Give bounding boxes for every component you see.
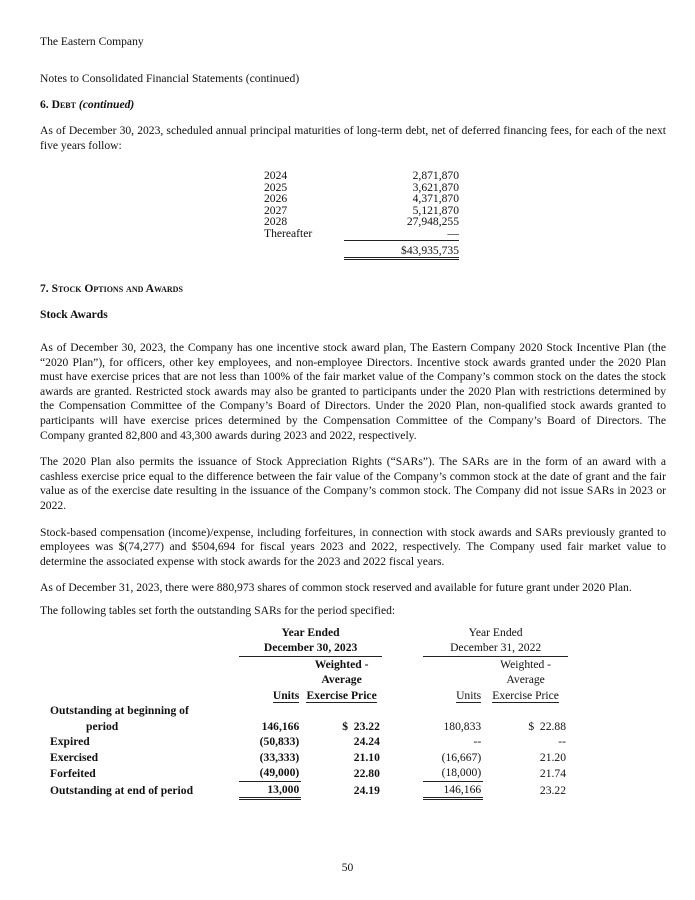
row-label: Expired <box>50 735 90 748</box>
units-2022: (18,000) <box>423 765 483 781</box>
price-header: Weighted - Average Exercise Price <box>492 657 559 702</box>
units-2023: (33,333) <box>259 750 300 764</box>
units-2023: 13,000 <box>239 781 301 799</box>
amount-cell: 4,371,870 <box>412 192 459 206</box>
units-2022: 146,166 <box>423 781 483 799</box>
row-label: Outstanding at end of period <box>50 784 194 797</box>
units-2023: (49,000) <box>239 765 301 781</box>
period-2023-header: Year Ended December 30, 2023 <box>239 625 382 657</box>
row-label: Exercised <box>50 750 99 764</box>
amount-cell: 27,948,255 <box>406 215 459 229</box>
units-2022: (16,667) <box>441 750 482 764</box>
row-label: period <box>86 719 119 733</box>
year-cell: 2027 <box>264 203 288 217</box>
price-2022: 21.20 <box>539 750 566 764</box>
units-2022: 180,833 <box>443 719 482 733</box>
year-cell: 2028 <box>264 215 288 229</box>
section-7-heading <box>40 282 666 297</box>
amount-cell: 3,621,870 <box>412 180 459 194</box>
section-6-heading <box>40 98 666 113</box>
paragraph: The 2020 Plan also permits the issuance of Stock Appreciation Rights (“SARs”). The SARs are in the form of an award with a cashless exercise price equal to the difference between the fair value of the Company’s common stock at the date of grant and the fair value as of the exercise date resulting in the issuance of the Company’s common stock. The Company did not issue SARs in 2023 or 2022. <box>40 455 666 512</box>
units-header: Units <box>272 688 300 702</box>
units-2023: (50,833) <box>259 735 300 748</box>
price-2023: 22.80 <box>353 766 380 780</box>
amount-cell: — <box>344 228 459 241</box>
heading-text: Stock Options and Awards <box>51 282 183 295</box>
debt-intro: As of December 30, 2023, scheduled annual principal maturities of long-term debt, net of deferred financing fees, for each of the next five years follow: <box>40 124 666 152</box>
year-cell: 2026 <box>264 192 288 206</box>
table-row-label-line <box>48 703 568 719</box>
units-header: Units <box>456 688 482 702</box>
table-row <box>48 719 568 735</box>
year-cell: 2024 <box>264 169 288 182</box>
price-header: Weighted - Average Exercise Price <box>306 657 377 702</box>
price-2023: 24.24 <box>353 735 380 748</box>
paragraph: The following tables set forth the outstanding SARs for the period specified: <box>40 603 396 617</box>
table-row <box>48 734 568 750</box>
price-2023: 21.10 <box>353 750 380 764</box>
debt-maturities-table <box>264 170 459 260</box>
table-row <box>264 228 459 241</box>
heading-text: Debt <box>51 98 76 111</box>
year-cell: Thereafter <box>264 227 313 241</box>
price-2022: $ 22.88 <box>528 719 566 733</box>
price-2022: 23.22 <box>539 784 566 797</box>
company-name: The Eastern Company <box>40 35 144 48</box>
table-row <box>48 750 568 766</box>
table-row <box>48 765 568 781</box>
period-2022-header: Year Ended December 31, 2022 <box>423 625 568 657</box>
total-cell: $43,935,735 <box>344 241 459 260</box>
amount-cell: 2,871,870 <box>412 169 459 182</box>
amount-cell: 5,121,870 <box>412 203 459 217</box>
notes-subtitle: Notes to Consolidated Financial Statements (continued) <box>40 72 300 85</box>
table-row <box>264 216 459 228</box>
price-2022: 21.74 <box>539 766 566 780</box>
price-2023: $ 23.22 <box>342 719 380 733</box>
row-label: Forfeited <box>50 766 96 780</box>
units-2022: -- <box>473 735 482 748</box>
heading-number: 6. <box>40 98 52 111</box>
paragraph: As of December 30, 2023, the Company has one incentive stock award plan, The Eastern Company 2020 Stock Incentive Plan (the “2020 Plan”), for officers, other key employees, and non-employee Directors. Incentive stock awards granted under the 2020 Plan must have exercise prices that are not less than 100% of the fair market value of the Company’s common stock on the dates the stock awards are granted. Restricted stock awards may also be granted to participants under the 2020 Plan with restrictions determined by the Compensation Committee of the Company’s Board of Directors. Under the 2020 Plan, non-qualified stock awards granted to participants will have exercise prices determined by the Compensation Committee of the Company’s Board of Directors. The Company granted 82,800 and 43,300 awards during 2023 and 2022, respectively. <box>40 341 666 442</box>
table-row <box>48 781 568 799</box>
paragraph: Stock-based compensation (income)/expense, including forfeitures, in connection with stock awards and SARs previously granted to employees was $(74,277) and $504,694 for fiscal years 2023 and 2022, respectively. The Company used fair market value to determine the associated expense with stock awards for the 2023 and 2022 fiscal years. <box>40 525 666 568</box>
price-2022: -- <box>558 735 566 748</box>
price-2023: 24.19 <box>353 784 380 797</box>
row-label: Outstanding at beginning of <box>50 704 189 717</box>
stock-awards-heading: Stock Awards <box>40 308 108 321</box>
sars-table <box>48 625 568 801</box>
page-number: 50 <box>341 861 354 874</box>
heading-continued: (continued) <box>78 98 135 111</box>
paragraph: As of December 31, 2023, there were 880,973 shares of common stock reserved and available for future grant under 2020 Plan. <box>40 581 632 595</box>
stock-awards-body <box>40 341 666 800</box>
units-2023: 146,166 <box>261 719 300 733</box>
heading-number: 7. <box>40 282 52 295</box>
total-row <box>264 241 459 260</box>
year-cell: 2025 <box>264 180 288 194</box>
